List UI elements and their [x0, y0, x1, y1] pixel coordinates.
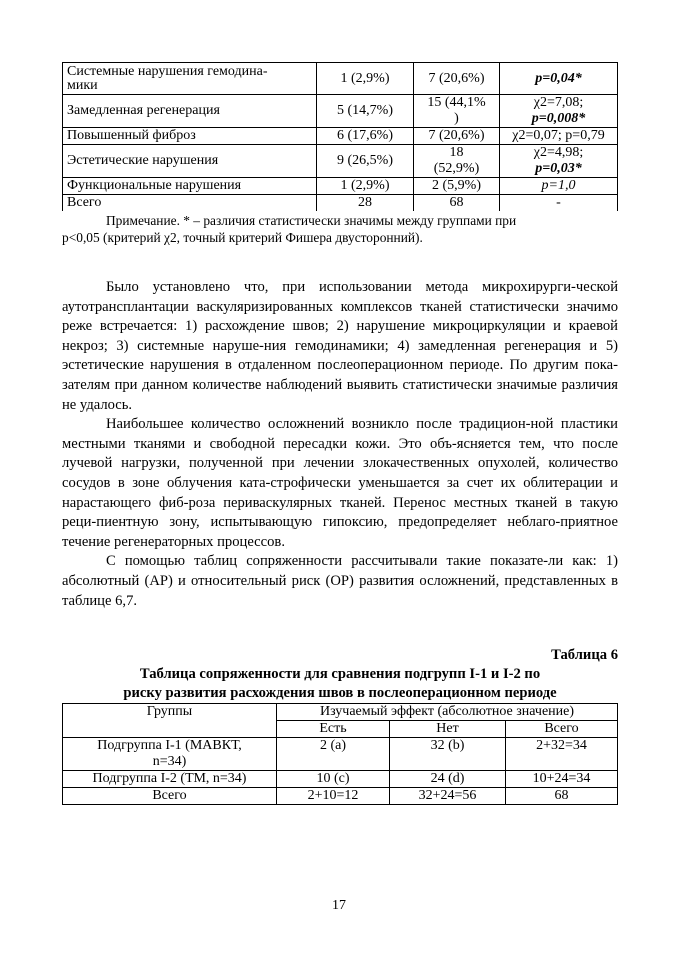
paragraph: Наибольшее количество осложнений возникло после традицион-ной пластики местными тканями и свободной пересадки кожи. Это объ-ясняется тем, что после лучевой нагрузки, полученной при лечении злокачественных опухолей, количество сосудов в зоне облучения ката-строфически уменьшается за счет их облитерации и нарастающего фиб-роза периваскулярных тканей. Перенос местных тканей в такую реци-пиентную зону, испытывающую гипоксию, предопределяет неблаго-приятное течение регенераторных процессов.: [62, 416, 618, 550]
table-row: [63, 771, 618, 788]
row-label: Системные нарушения гемодина- мики: [63, 63, 317, 95]
group-label: Подгруппа I-1 (МАВКТ, n=34): [63, 738, 277, 771]
row-label: Замедленная регенерация: [63, 95, 317, 128]
complications-table: [62, 62, 618, 211]
group2-value: 15 (44,1% ): [414, 95, 500, 128]
page-number: 17: [332, 898, 346, 913]
stat-cell: [500, 63, 618, 95]
stat-cell: [500, 95, 618, 128]
row-label: Функциональные нарушения: [63, 178, 317, 195]
stat-cell: [500, 178, 618, 195]
paragraph: С помощью таблиц сопряженности рассчитывали такие показате-ли как: 1) абсолютный (АР) и относительный риск (ОР) развития осложнений, представленных в таблице 6,7.: [62, 553, 618, 609]
cell-yes: 10 (c): [277, 771, 390, 788]
table-row: [63, 738, 618, 771]
table-title-line2: риску развития расхождения швов в послеоперационном периоде: [123, 685, 557, 702]
cell-total: 10+24=34: [506, 771, 618, 788]
stat-line2: p=0,008*: [531, 111, 586, 126]
cell-yes: 2+10=12: [277, 788, 390, 805]
group1-value: 1 (2,9%): [317, 178, 414, 195]
table-row: [63, 95, 618, 128]
stat-line1: -: [500, 195, 618, 212]
paragraph: Было установлено что, при использовании метода микрохирурги-ческой аутотрансплантации васкуляризированных комплексов тканей статистически значимо реже встречается: 1) расхождение швов; 2) нарушение микроциркуляции и краевой некроз; 3) системные наруше-ния гемодинамики; 4) замедленная регенерация и 5) эстетические нарушения в отдаленном послеоперационном периоде. По другим пока-зателям при данном количестве наблюдений выявить статистически значимые различия не удалось.: [62, 279, 618, 413]
stat-line1: p=0,04*: [535, 70, 582, 86]
row-label: Повышенный фиброз: [63, 128, 317, 145]
subheader-total: Всего: [506, 721, 618, 738]
stat-line1: χ2=0,07; p=0,79: [500, 128, 618, 145]
cell-total: 68: [506, 788, 618, 805]
group2-value: 68: [414, 195, 500, 212]
cell-total: 2+32=34: [506, 738, 618, 771]
table-row: [63, 63, 618, 95]
group2-value: 7 (20,6%): [414, 63, 500, 95]
cell-yes: 2 (a): [277, 738, 390, 771]
cell-no: 32+24=56: [390, 788, 506, 805]
table-note: [62, 212, 618, 246]
group1-value: 1 (2,9%): [317, 63, 414, 95]
stat-line1: χ2=4,98;: [533, 145, 584, 160]
cell-no: 24 (d): [390, 771, 506, 788]
note-line2: p<0,05 (критерий χ2, точный критерий Фишера двусторонний).: [62, 230, 423, 245]
table-row: [63, 178, 618, 195]
group2-value: 18 (52,9%): [414, 145, 500, 178]
row-label: Всего: [63, 195, 317, 212]
table-row: [63, 788, 618, 805]
table-row: [63, 128, 618, 145]
table-row: [63, 195, 618, 212]
table-number: Таблица 6: [551, 647, 618, 664]
stat-line1: p=1,0: [541, 178, 576, 193]
group2-value: 2 (5,9%): [414, 178, 500, 195]
contingency-table: [62, 703, 618, 805]
stat-cell: [500, 145, 618, 178]
group2-value: 7 (20,6%): [414, 128, 500, 145]
table-title-line1: Таблица сопряженности для сравнения подгрупп I-1 и I-2 по: [139, 666, 541, 683]
subheader-no: Нет: [390, 721, 506, 738]
stat-line2: p=0,03*: [535, 161, 582, 176]
row-label: Эстетические нарушения: [63, 145, 317, 178]
header-groups: Группы: [63, 704, 277, 738]
stat-line1: χ2=7,08;: [533, 95, 584, 110]
group-label: Всего: [63, 788, 277, 805]
group1-value: 6 (17,6%): [317, 128, 414, 145]
document-page: [62, 62, 618, 805]
note-line1: Примечание. * – различия статистически значимы между группами при: [106, 213, 517, 228]
subheader-yes: Есть: [277, 721, 390, 738]
cell-no: 32 (b): [390, 738, 506, 771]
table-row: [63, 145, 618, 178]
table-header-row: [63, 704, 618, 721]
table-title: [62, 665, 618, 703]
header-effect: Изучаемый эффект (абсолютное значение): [277, 704, 618, 721]
group1-value: 9 (26,5%): [317, 145, 414, 178]
group1-value: 28: [317, 195, 414, 212]
group1-value: 5 (14,7%): [317, 95, 414, 128]
group-label: Подгруппа I-2 (ТМ, n=34): [63, 771, 277, 788]
